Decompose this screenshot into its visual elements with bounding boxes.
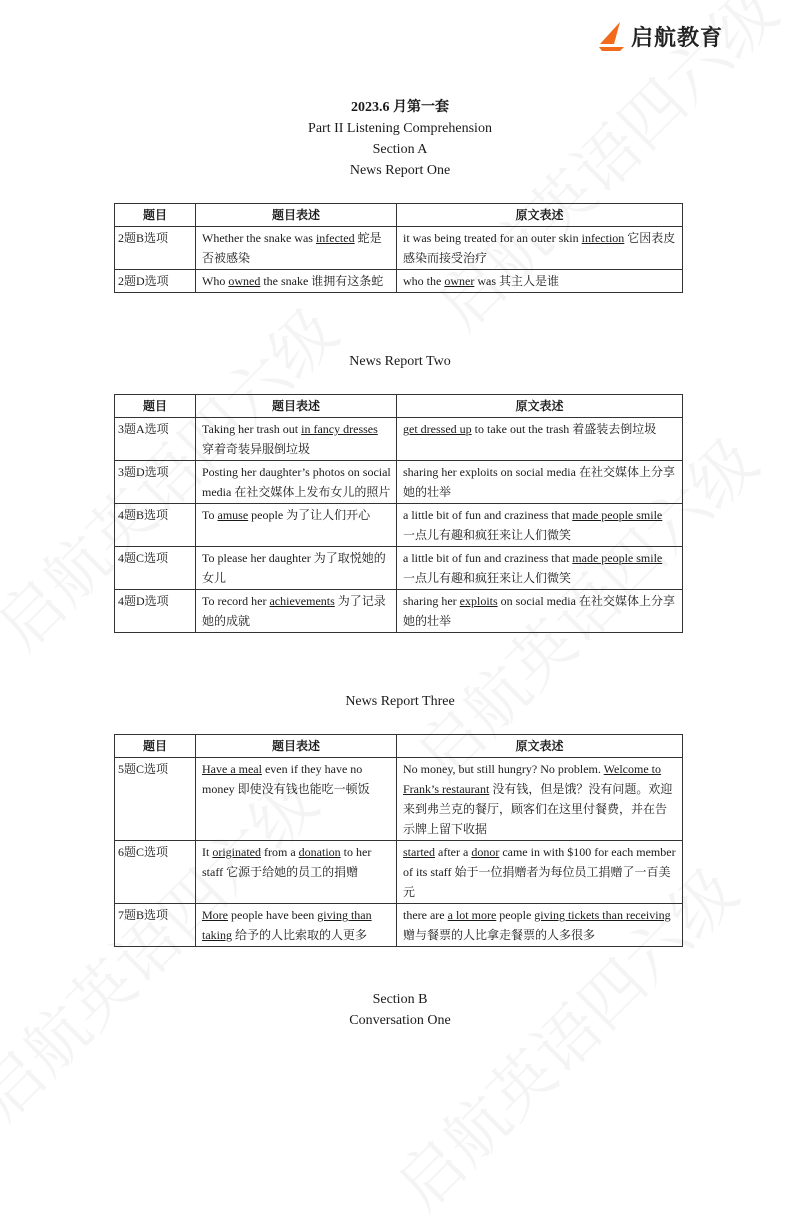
question-cell: 5题C选项 xyxy=(115,758,196,841)
conversation-one-heading: Conversation One xyxy=(349,1013,451,1028)
report-three-table xyxy=(114,734,683,947)
question-cell: 4题B选项 xyxy=(115,504,196,547)
sail-logo-icon xyxy=(598,20,628,52)
statement-cell: To amuse people 为了让人们开心 xyxy=(196,504,397,547)
original-cell: started after a donor came in with $100 for each member of its staff 始于一位捐赠者为每位员工捐赠了一百美元 xyxy=(397,841,683,904)
report-one-heading: News Report One xyxy=(349,163,451,178)
table-row xyxy=(115,904,683,947)
question-cell: 2题B选项 xyxy=(115,227,196,270)
original-cell: who the owner was 其主人是谁 xyxy=(397,270,683,293)
col-question: 题目 xyxy=(115,735,196,758)
part-heading: Part II Listening Comprehension xyxy=(308,121,492,136)
statement-cell: Taking her trash out in fancy dresses 穿着奇装异服倒垃圾 xyxy=(196,418,397,461)
original-cell: get dressed up to take out the trash 着盛装去倒垃圾 xyxy=(397,418,683,461)
table-header-row xyxy=(115,735,683,758)
section-a-heading: Section A xyxy=(372,142,428,157)
col-statement: 题目表述 xyxy=(196,204,397,227)
table-row xyxy=(115,270,683,293)
col-statement: 题目表述 xyxy=(196,395,397,418)
statement-cell: Posting her daughter’s photos on social media 在社交媒体上发布女儿的照片 xyxy=(196,461,397,504)
statement-cell: Have a meal even if they have no money 即使没有钱也能吃一顿饭 xyxy=(196,758,397,841)
col-original: 原文表述 xyxy=(397,395,683,418)
statement-cell: Whether the snake was infected 蛇是否被感染 xyxy=(196,227,397,270)
statement-cell: More people have been giving than taking 给予的人比索取的人更多 xyxy=(196,904,397,947)
original-cell: it was being treated for an outer skin infection 它因表皮感染而接受治疗 xyxy=(397,227,683,270)
statement-cell: To record her achievements 为了记录她的成就 xyxy=(196,590,397,633)
col-statement: 题目表述 xyxy=(196,735,397,758)
question-cell: 6题C选项 xyxy=(115,841,196,904)
question-cell: 7题B选项 xyxy=(115,904,196,947)
report-three-heading: News Report Three xyxy=(345,694,455,709)
question-cell: 4题D选项 xyxy=(115,590,196,633)
original-cell: a little bit of fun and craziness that made people smile 一点儿有趣和疯狂来让人们微笑 xyxy=(397,547,683,590)
question-cell: 3题D选项 xyxy=(115,461,196,504)
table-row xyxy=(115,418,683,461)
table-header-row xyxy=(115,204,683,227)
col-question: 题目 xyxy=(115,204,196,227)
original-cell: a little bit of fun and craziness that made people smile 一点儿有趣和疯狂来让人们微笑 xyxy=(397,504,683,547)
statement-cell: Who owned the snake 谁拥有这条蛇 xyxy=(196,270,397,293)
original-cell: there are a lot more people giving tickets than receiving 赠与餐票的人比拿走餐票的人多很多 xyxy=(397,904,683,947)
brand-logo xyxy=(598,20,723,52)
question-cell: 3题A选项 xyxy=(115,418,196,461)
table-row xyxy=(115,590,683,633)
col-question: 题目 xyxy=(115,395,196,418)
table-row xyxy=(115,758,683,841)
table-row xyxy=(115,841,683,904)
doc-title: 2023.6 月第一套 xyxy=(351,100,449,115)
question-cell: 4题C选项 xyxy=(115,547,196,590)
question-cell: 2题D选项 xyxy=(115,270,196,293)
col-original: 原文表述 xyxy=(397,204,683,227)
section-b-heading: Section B xyxy=(372,992,428,1007)
statement-cell: To please her daughter 为了取悦她的女儿 xyxy=(196,547,397,590)
original-cell: sharing her exploits on social media 在社交媒体上分享她的壮举 xyxy=(397,461,683,504)
report-one-table xyxy=(114,203,683,293)
table-row xyxy=(115,227,683,270)
table-row xyxy=(115,504,683,547)
report-two-table xyxy=(114,394,683,633)
report-two-heading: News Report Two xyxy=(349,354,451,369)
original-cell: No money, but still hungry? No problem. Welcome to Frank’s restaurant 没有钱，但是饿？没有问题。欢迎来到弗兰克的餐厅，顾客们在这里付餐费，并在告示牌上留下收据 xyxy=(397,758,683,841)
table-row xyxy=(115,461,683,504)
brand-name: 启航教育 xyxy=(631,25,724,51)
original-cell: sharing her exploits on social media 在社交媒体上分享她的壮举 xyxy=(397,590,683,633)
table-row xyxy=(115,547,683,590)
col-original: 原文表述 xyxy=(397,735,683,758)
table-header-row xyxy=(115,395,683,418)
statement-cell: It originated from a donation to her staff 它源于给她的员工的捐赠 xyxy=(196,841,397,904)
